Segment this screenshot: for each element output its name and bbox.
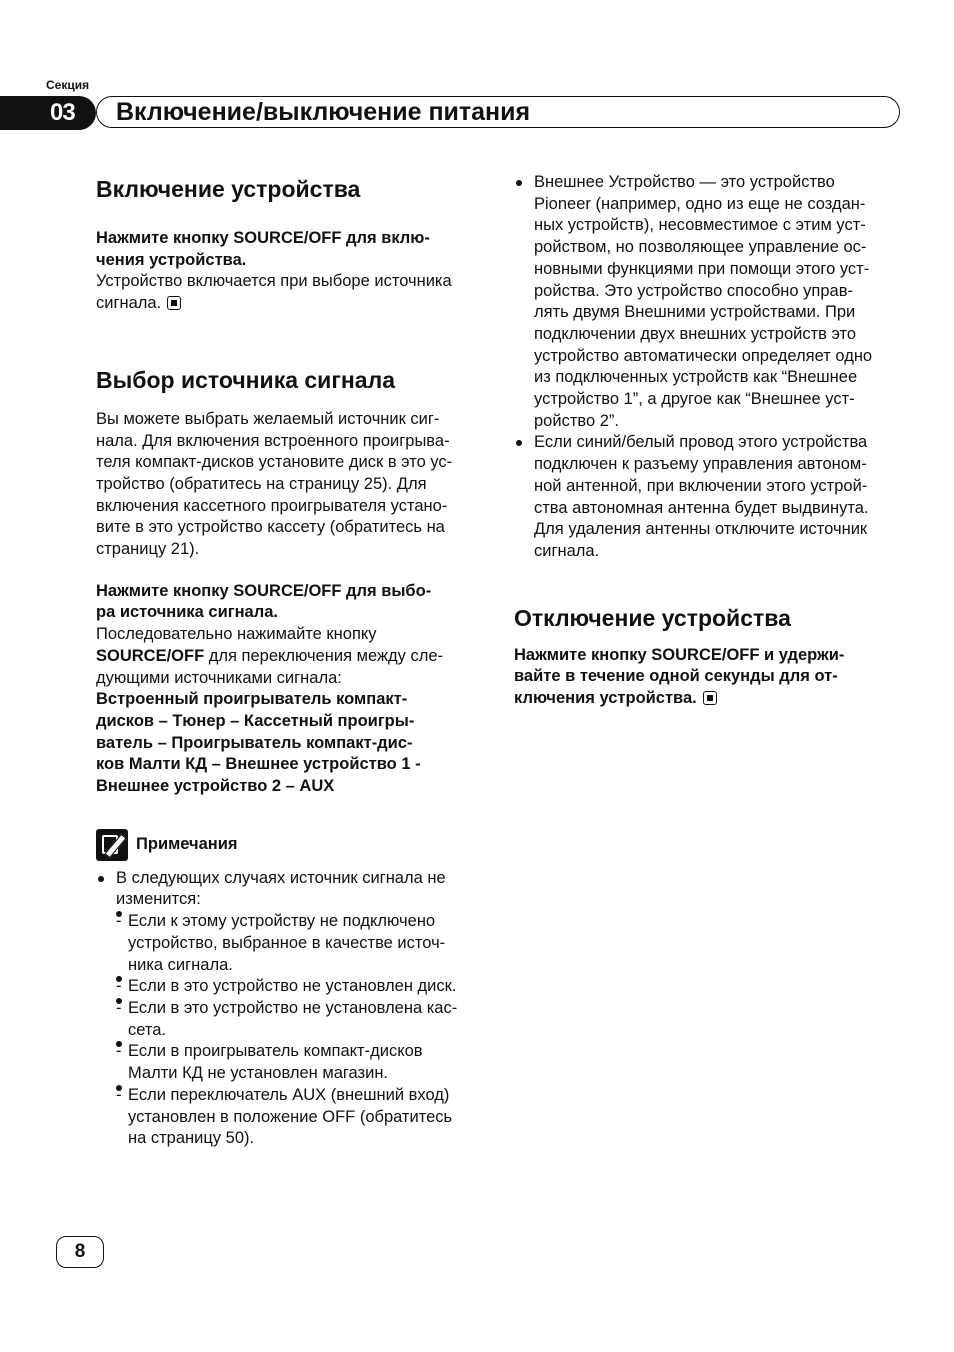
source-body-line3: дующими источниками сигнала: bbox=[96, 668, 342, 687]
source-para-line: включения кассетного проигрывателя устано- bbox=[96, 496, 448, 515]
note-line: - Если переключатель AUX (внешний вход) bbox=[128, 1085, 450, 1104]
notes-title: Примечания bbox=[136, 835, 238, 854]
notes-header bbox=[96, 828, 486, 862]
note-line: - Если к этому устройству не подключено bbox=[128, 912, 436, 931]
source-body-line2-rest: для переключения между сле- bbox=[204, 646, 444, 665]
notes-list bbox=[96, 868, 486, 1150]
body-power-on-line2-wrap bbox=[96, 293, 486, 315]
instruction-power-off-line-wrap bbox=[514, 688, 906, 710]
bullet-line: ной антенной, при включении этого устрой- bbox=[534, 476, 868, 495]
source-para-line: Вы можете выбрать желаемый источник сиг- bbox=[96, 409, 440, 428]
heading-power-off: Отключение устройства bbox=[514, 604, 791, 631]
note-pencil-icon bbox=[96, 829, 128, 861]
bullet-line: ройство 2”. bbox=[534, 411, 619, 430]
list-item bbox=[116, 998, 486, 1041]
instruction-power-on-line1: Нажмите кнопку SOURCE/OFF для вклю- bbox=[96, 229, 430, 247]
bullet-line: ства автономная антенна будет выдвинута. bbox=[534, 498, 869, 517]
list-item bbox=[116, 911, 486, 976]
bullet-line: Если синий/белый провод этого устройства bbox=[534, 433, 868, 452]
page-title: Включение/выключение питания bbox=[116, 98, 531, 126]
source-sequence-line: дисков – Тюнер – Кассетный проигры- bbox=[96, 711, 415, 730]
list-item bbox=[116, 976, 486, 998]
note-line: установлен в положение OFF (обратитесь bbox=[128, 1107, 453, 1126]
bullet-line: Для удаления антенны отключите источник bbox=[534, 520, 868, 539]
list-item bbox=[514, 432, 906, 562]
instruction-power-off-line: ключения устройства. bbox=[514, 689, 697, 708]
source-para-line: нала. Для включения встроенного проигрыва- bbox=[96, 431, 450, 450]
note-line: на страницу 50). bbox=[128, 1129, 255, 1148]
source-body-line1: Последовательно нажимайте кнопку bbox=[96, 625, 377, 644]
note-line: - Если в проигрыватель компакт-дисков bbox=[128, 1042, 423, 1061]
end-mark-icon bbox=[167, 296, 181, 310]
source-sequence-line: ватель – Проигрыватель компакт-дис- bbox=[96, 733, 413, 752]
instruction-power-off-line: Нажмите кнопку SOURCE/OFF и удержи- bbox=[514, 645, 845, 664]
note-line: изменится: bbox=[116, 890, 201, 909]
notes-sublist bbox=[116, 911, 486, 1150]
body-power-on-line2: сигнала. bbox=[96, 294, 162, 313]
end-mark-icon bbox=[703, 691, 717, 705]
bullet-line: из подключенных устройств как “Внешнее bbox=[534, 368, 858, 387]
list-item bbox=[116, 1041, 486, 1084]
note-line: В следующих случаях источник сигнала не bbox=[116, 868, 446, 887]
list-item bbox=[96, 868, 486, 1150]
source-body-line2 bbox=[96, 646, 486, 668]
bullet-line: устройство автоматически определяет одно bbox=[534, 346, 873, 365]
source-sequence-line: Встроенный проигрыватель компакт- bbox=[96, 690, 408, 709]
right-bullet-list bbox=[514, 172, 906, 563]
left-column bbox=[96, 172, 486, 1150]
note-line: устройство, выбранное в качестве источ- bbox=[128, 933, 446, 952]
page-number: 8 bbox=[56, 1236, 104, 1268]
note-line: сета. bbox=[128, 1020, 167, 1039]
source-para-line: теля компакт-дисков установите диск в это ус- bbox=[96, 453, 453, 472]
source-sequence-line: ков Малти КД – Внешнее устройство 1 - bbox=[96, 755, 421, 774]
instruction-source-line1: Нажмите кнопку SOURCE/OFF для выбо- bbox=[96, 581, 432, 600]
bullet-line: ройством, но позволяющее управление ос- bbox=[534, 238, 867, 257]
note-line: Малти КД не установлен магазин. bbox=[128, 1064, 389, 1083]
source-sequence-line: Внешнее устройство 2 – AUX bbox=[96, 777, 335, 796]
list-item bbox=[116, 1085, 486, 1150]
bullet-line: устройство 1”, а другое как “Внешнее уст- bbox=[534, 390, 855, 409]
section-number-tab bbox=[0, 96, 96, 130]
bullet-line: подключен к разъему управления автоном- bbox=[534, 455, 867, 474]
instruction-power-on-line2: чения устройства. bbox=[96, 250, 247, 269]
instruction-power-off-line: вайте в течение одной секунды для от- bbox=[514, 667, 838, 686]
bullet-line: ройства. Это устройство способно управ- bbox=[534, 281, 853, 300]
source-off-button-name: SOURCE/OFF bbox=[96, 646, 205, 665]
body-power-on-line1: Устройство включается при выборе источника bbox=[96, 272, 452, 291]
list-item bbox=[514, 172, 906, 432]
bullet-line: лять двумя Внешними устройствами. При bbox=[534, 303, 856, 322]
bullet-line: сигнала. bbox=[534, 541, 600, 560]
bullet-line: ных устройств), несовместимое с этим уст- bbox=[534, 216, 866, 235]
bullet-line: Pioneer (например, одно из еще не создан- bbox=[534, 194, 866, 213]
instruction-source-line2: ра источника сигнала. bbox=[96, 603, 278, 622]
note-line: - Если в это устройство не установлен диск. bbox=[128, 977, 457, 996]
bullet-line: подключении двух внешних устройств это bbox=[534, 324, 857, 343]
section-label: Секция bbox=[46, 78, 90, 92]
heading-power-on: Включение устройства bbox=[96, 176, 361, 202]
heading-source-select: Выбор источника сигнала bbox=[96, 366, 395, 393]
source-para-line: страницу 21). bbox=[96, 540, 200, 559]
section-number: 03 bbox=[50, 99, 75, 126]
right-column bbox=[514, 172, 906, 710]
source-para-line: вите в это устройство кассету (обратитесь на bbox=[96, 518, 445, 537]
note-line: - Если в это устройство не установлена кас- bbox=[128, 998, 458, 1017]
bullet-line: Внешнее Устройство — это устройство bbox=[534, 173, 835, 191]
bullet-line: новными функциями при помощи этого уст- bbox=[534, 259, 870, 278]
source-para-line: тройство (обратитесь на страницу 25). Для bbox=[96, 474, 427, 493]
note-line: ника сигнала. bbox=[128, 955, 233, 974]
